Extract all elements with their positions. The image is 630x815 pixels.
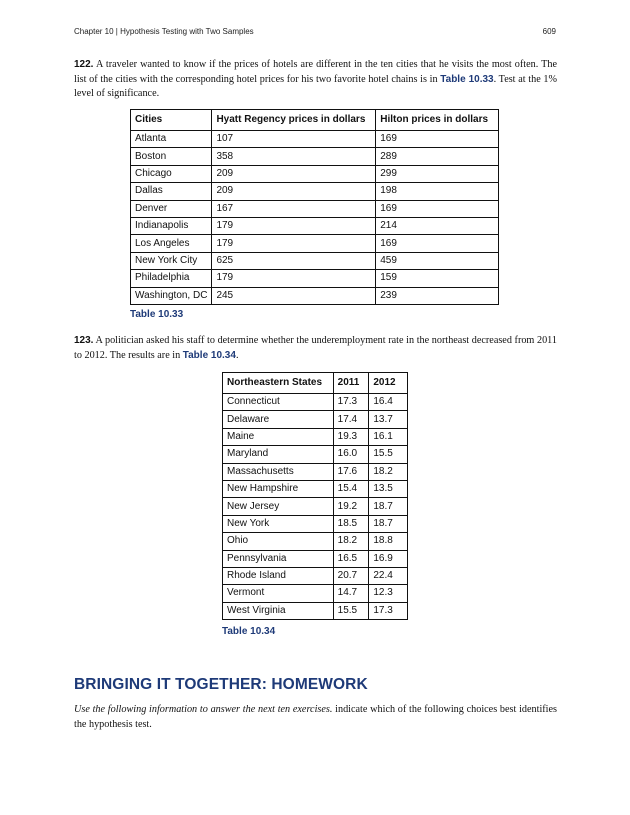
table-cell: 17.3 (333, 394, 369, 411)
table-cell: Denver (131, 200, 212, 217)
table-cell: New Jersey (223, 498, 334, 515)
table-cell: 289 (376, 148, 499, 165)
table-cell: Pennsylvania (223, 550, 334, 567)
table-cell: Connecticut (223, 394, 334, 411)
table-cell: 13.5 (369, 480, 408, 497)
table-row (223, 602, 408, 619)
table-cell: Indianapolis (131, 217, 212, 234)
column-header: Northeastern States (223, 373, 334, 394)
table-row (223, 550, 408, 567)
table-cell: Massachusetts (223, 463, 334, 480)
table-cell: 19.2 (333, 498, 369, 515)
table-cell: Los Angeles (131, 235, 212, 252)
table-row (131, 183, 499, 200)
table-cell: 18.8 (369, 533, 408, 550)
column-header: Cities (131, 110, 212, 131)
table-cell: Delaware (223, 411, 334, 428)
table-cell: Ohio (223, 533, 334, 550)
page-header (74, 27, 556, 36)
table-cell: 179 (212, 217, 376, 234)
table-cell: 18.7 (369, 498, 408, 515)
table-cell: 214 (376, 217, 499, 234)
problem-text: A traveler wanted to know if the prices of hotels are different in the ten cities that he visits the most often. The list of the cities with the corresponding hotel prices for his two favorite hotel chains is in (74, 59, 557, 85)
underemployment-table (222, 372, 408, 620)
column-header: Hilton prices in dollars (376, 110, 499, 131)
table-cell: 18.2 (333, 533, 369, 550)
table-row (223, 480, 408, 497)
problem-number: 122. (74, 59, 94, 70)
table-caption: Table 10.33 (130, 309, 184, 320)
table-reference-link[interactable]: Table 10.33 (440, 73, 494, 85)
table-row (131, 270, 499, 287)
table-cell: Dallas (131, 183, 212, 200)
section-title: BRINGING IT TOGETHER: HOMEWORK (74, 676, 368, 693)
table-row (131, 217, 499, 234)
table-cell: 12.3 (369, 585, 408, 602)
table-cell: Maryland (223, 446, 334, 463)
instruction-italic: Use the following information to answer the next ten exercises. (74, 704, 333, 715)
table-row (223, 515, 408, 532)
column-header: 2011 (333, 373, 369, 394)
table-row (223, 446, 408, 463)
table-row (131, 131, 499, 148)
table-cell: 459 (376, 252, 499, 269)
column-header: Hyatt Regency prices in dollars (212, 110, 376, 131)
table-cell: 625 (212, 252, 376, 269)
problem-123 (74, 334, 557, 363)
table-cell: Philadelphia (131, 270, 212, 287)
table-cell: Vermont (223, 585, 334, 602)
table-cell: 17.6 (333, 463, 369, 480)
table-cell: 14.7 (333, 585, 369, 602)
table-cell: 19.3 (333, 428, 369, 445)
table-cell: 239 (376, 287, 499, 304)
problem-text-end: . Test at the 1% level of significance. (74, 73, 557, 99)
table-cell: 20.7 (333, 567, 369, 584)
table-cell: New York (223, 515, 334, 532)
table-header-row (131, 110, 499, 131)
homework-instructions (74, 703, 557, 732)
table-cell: 15.5 (369, 446, 408, 463)
table-cell: 209 (212, 183, 376, 200)
table-cell: Chicago (131, 165, 212, 182)
table-cell: Washington, DC (131, 287, 212, 304)
table-header-row (223, 373, 408, 394)
table-cell: New Hampshire (223, 480, 334, 497)
table-cell: 16.0 (333, 446, 369, 463)
table-row (131, 287, 499, 304)
table-cell: West Virginia (223, 602, 334, 619)
table-cell: 18.5 (333, 515, 369, 532)
table-cell: 179 (212, 270, 376, 287)
column-header: 2012 (369, 373, 408, 394)
table-cell: 22.4 (369, 567, 408, 584)
table-row (131, 200, 499, 217)
table-cell: 245 (212, 287, 376, 304)
table-cell: Atlanta (131, 131, 212, 148)
table-cell: 159 (376, 270, 499, 287)
table-reference-link[interactable]: Table 10.34 (182, 349, 236, 361)
table-row (131, 252, 499, 269)
table-cell: 16.4 (369, 394, 408, 411)
problem-number: 123. (74, 335, 94, 346)
table-cell: 16.9 (369, 550, 408, 567)
table-cell: 15.4 (333, 480, 369, 497)
problem-text-end: . (235, 349, 239, 361)
table-cell: 16.5 (333, 550, 369, 567)
table-row (131, 165, 499, 182)
table-row (223, 567, 408, 584)
table-row (223, 394, 408, 411)
table-cell: 16.1 (369, 428, 408, 445)
table-cell: 18.7 (369, 515, 408, 532)
table-cell: Rhode Island (223, 567, 334, 584)
table-cell: 13.7 (369, 411, 408, 428)
table-cell: 299 (376, 165, 499, 182)
chapter-title: Chapter 10 | Hypothesis Testing with Two Samples (74, 27, 254, 36)
table-cell: 358 (212, 148, 376, 165)
problem-122 (74, 58, 557, 102)
page-number: 609 (542, 27, 556, 36)
table-cell: Boston (131, 148, 212, 165)
table-row (223, 411, 408, 428)
table-cell: 169 (376, 200, 499, 217)
table-row (223, 463, 408, 480)
table-cell: 17.4 (333, 411, 369, 428)
table-row (223, 428, 408, 445)
hotel-prices-table (130, 109, 499, 305)
table-row (131, 148, 499, 165)
table-cell: 17.3 (369, 602, 408, 619)
table-cell: 18.2 (369, 463, 408, 480)
table-cell: Maine (223, 428, 334, 445)
table-row (223, 585, 408, 602)
table-cell: 15.5 (333, 602, 369, 619)
table-cell: 169 (376, 235, 499, 252)
table-cell: 198 (376, 183, 499, 200)
instruction-text: indicate which of the following choices best identifies the hypothesis test. (74, 704, 557, 730)
table-row (223, 533, 408, 550)
problem-text: A politician asked his staff to determine whether the underemployment rate in the northeast decreased from 2011 to 2012. The results are in (74, 335, 557, 361)
table-cell: 179 (212, 235, 376, 252)
table-cell: New York City (131, 252, 212, 269)
table-cell: 169 (376, 131, 499, 148)
table-cell: 209 (212, 165, 376, 182)
table-cell: 107 (212, 131, 376, 148)
table-cell: 167 (212, 200, 376, 217)
table-row (223, 498, 408, 515)
table-caption: Table 10.34 (222, 626, 276, 637)
table-row (131, 235, 499, 252)
